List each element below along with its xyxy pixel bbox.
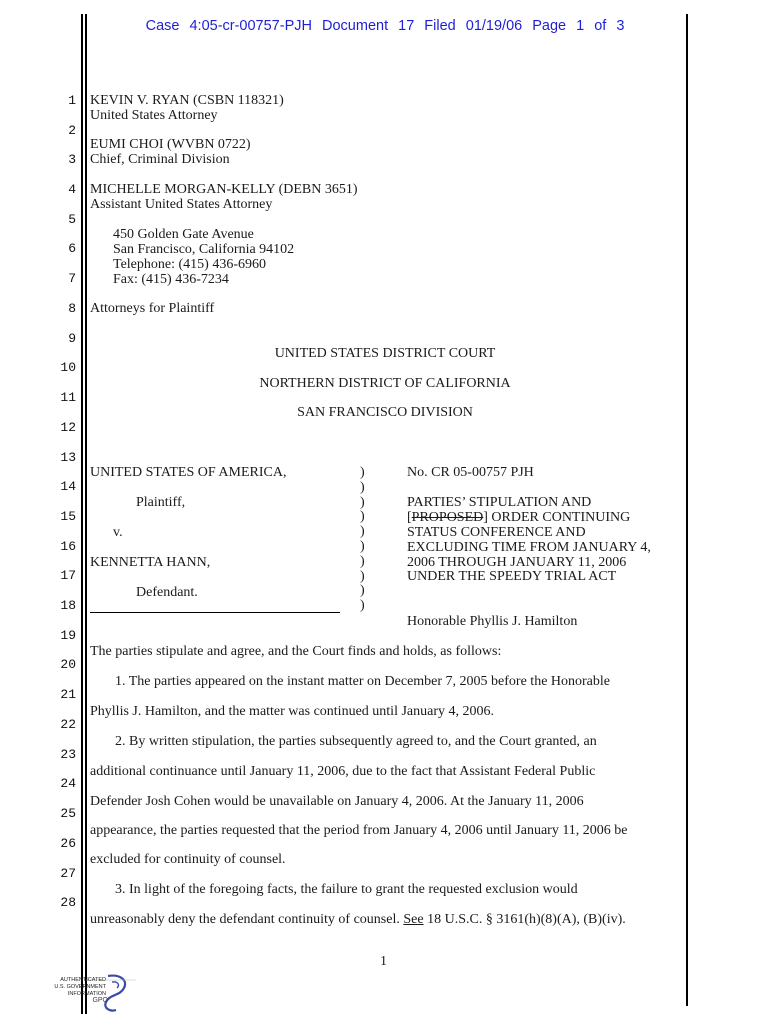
gpo-text-information: INFORMATION (67, 991, 106, 997)
paragraph-line: appearance, the parties requested that the period from January 4, 2006 until January 11, 2006 be (90, 823, 628, 838)
caption-paren: ) (360, 598, 365, 614)
attorney-name: EUMI CHOI (WVBN 0722) (90, 137, 251, 152)
line-number: 16 (60, 539, 76, 554)
bracket-open: [ (407, 510, 412, 525)
filing-header (0, 18, 770, 34)
caption-paren: ) (360, 479, 365, 495)
attorney-title: Chief, Criminal Division (90, 152, 230, 167)
line-number: 11 (60, 390, 76, 405)
line-number: 10 (60, 360, 76, 375)
gpo-mark: GPO (92, 997, 108, 1004)
line-number: 8 (68, 301, 76, 316)
line-number: 15 (60, 509, 76, 524)
line-number: 19 (60, 628, 76, 643)
document-title-line: 2006 THROUGH JANUARY 11, 2006 (407, 555, 627, 570)
line-number: 13 (60, 450, 76, 465)
left-margin-rule (81, 14, 83, 1014)
court-name: UNITED STATES DISTRICT COURT (274, 346, 496, 361)
paragraph-line: excluded for continuity of counsel. (90, 852, 286, 867)
line-number: 5 (68, 212, 76, 227)
attorney-title: United States Attorney (90, 108, 218, 123)
attorneys-for: Attorneys for Plaintiff (90, 301, 215, 316)
bracket-close-text: ] ORDER CONTINUING (483, 510, 631, 525)
struck-proposed: PROPOSED (411, 510, 484, 525)
line-number: 14 (60, 479, 76, 494)
document-title-line: UNDER THE SPEEDY TRIAL ACT (407, 569, 617, 584)
page-number: 1 (380, 954, 387, 969)
attorney-title: Assistant United States Attorney (90, 197, 273, 212)
line-number: 17 (60, 568, 76, 583)
page-count-header: Page 1 of 3 (532, 18, 625, 34)
street-address: 450 Golden Gate Avenue (113, 227, 254, 242)
caption-paren: ) (360, 465, 365, 480)
caption-paren: ) (360, 568, 365, 584)
statute-citation: 18 U.S.C. § 3161(h)(8)(A), (B)(iv). (423, 912, 626, 927)
intro-text: The parties stipulate and agree, and the Court finds and holds, as follows: (90, 644, 502, 659)
versus: v. (113, 525, 123, 540)
filed-date-header: Filed 01/19/06 (424, 18, 523, 34)
left-margin-rule-inner (85, 14, 87, 1014)
caption-paren: ) (360, 583, 365, 599)
caption-underline (90, 612, 340, 613)
gpo-text-authenticated: AUTHENTICATED (60, 977, 106, 983)
line-number: 22 (60, 717, 76, 732)
caption-paren: ) (360, 509, 365, 525)
defendant-name: KENNETTA HANN, (90, 555, 211, 570)
line-number: 24 (60, 776, 76, 791)
citation-lead: unreasonably deny the defendant continuity of counsel. (90, 912, 404, 927)
document-title-line (407, 510, 630, 525)
attorney-name: KEVIN V. RYAN (CSBN 118321) (90, 93, 284, 108)
paragraph-line: additional continuance until January 11, 2006, due to the fact that Assistant Federal Public (90, 764, 596, 779)
gpo-text-government: U.S. GOVERNMENT (54, 984, 106, 990)
court-district: NORTHERN DISTRICT OF CALIFORNIA (259, 376, 511, 391)
document-title-line: PARTIES’ STIPULATION AND (407, 495, 592, 510)
document-number-header: Document 17 (322, 18, 415, 34)
line-number: 9 (68, 331, 76, 346)
line-number: 6 (68, 241, 76, 256)
line-number: 20 (60, 657, 76, 672)
line-number: 2 (68, 123, 76, 138)
line-number: 1 (68, 93, 76, 108)
paragraph-line: 2. By written stipulation, the parties subsequently agreed to, and the Court granted, an (115, 734, 597, 749)
attorney-name: MICHELLE MORGAN-KELLY (DEBN 3651) (90, 182, 358, 197)
line-number: 27 (60, 866, 76, 881)
see-signal: See (403, 912, 424, 927)
caption-paren: ) (360, 524, 365, 540)
case-number-header: Case 4:05-cr-00757-PJH (145, 18, 312, 34)
plaintiff-name: UNITED STATES OF AMERICA, (90, 465, 287, 480)
paragraph-line: 1. The parties appeared on the instant matter on December 7, 2005 before the Honorable (115, 674, 611, 689)
paragraph-line: Phyllis J. Hamilton, and the matter was continued until January 4, 2006. (90, 704, 494, 719)
line-number: 25 (60, 806, 76, 821)
paragraph-line: Defender Josh Cohen would be unavailable on January 4, 2006. At the January 11, 2006 (90, 794, 584, 809)
paragraph-line (90, 912, 626, 927)
right-margin-rule (686, 14, 688, 1006)
line-number: 23 (60, 747, 76, 762)
caption-paren: ) (360, 538, 365, 554)
defendant-role: Defendant. (136, 585, 198, 600)
caption-paren: ) (360, 553, 365, 569)
line-number: 12 (60, 420, 76, 435)
case-number: No. CR 05-00757 PJH (407, 465, 534, 480)
line-number: 21 (60, 687, 76, 702)
document-title-line: EXCLUDING TIME FROM JANUARY 4, (407, 540, 651, 555)
line-number: 18 (60, 598, 76, 613)
document-title-line: STATUS CONFERENCE AND (407, 525, 586, 540)
telephone: Telephone: (415) 436-6960 (113, 257, 266, 272)
fax: Fax: (415) 436-7234 (113, 272, 229, 287)
gpo-authentication-seal (40, 972, 140, 1014)
line-number: 28 (60, 895, 76, 910)
court-division: SAN FRANCISCO DIVISION (297, 405, 473, 420)
caption-parentheses (360, 466, 372, 614)
plaintiff-role: Plaintiff, (136, 495, 186, 510)
paragraph-line: 3. In light of the foregoing facts, the failure to grant the requested exclusion would (115, 882, 578, 897)
caption-paren: ) (360, 494, 365, 510)
line-number: 4 (68, 182, 76, 197)
city-address: San Francisco, California 94102 (113, 242, 295, 257)
line-number: 26 (60, 836, 76, 851)
line-number: 7 (68, 271, 76, 286)
judge-name: Honorable Phyllis J. Hamilton (407, 614, 578, 629)
line-number: 3 (68, 152, 76, 167)
